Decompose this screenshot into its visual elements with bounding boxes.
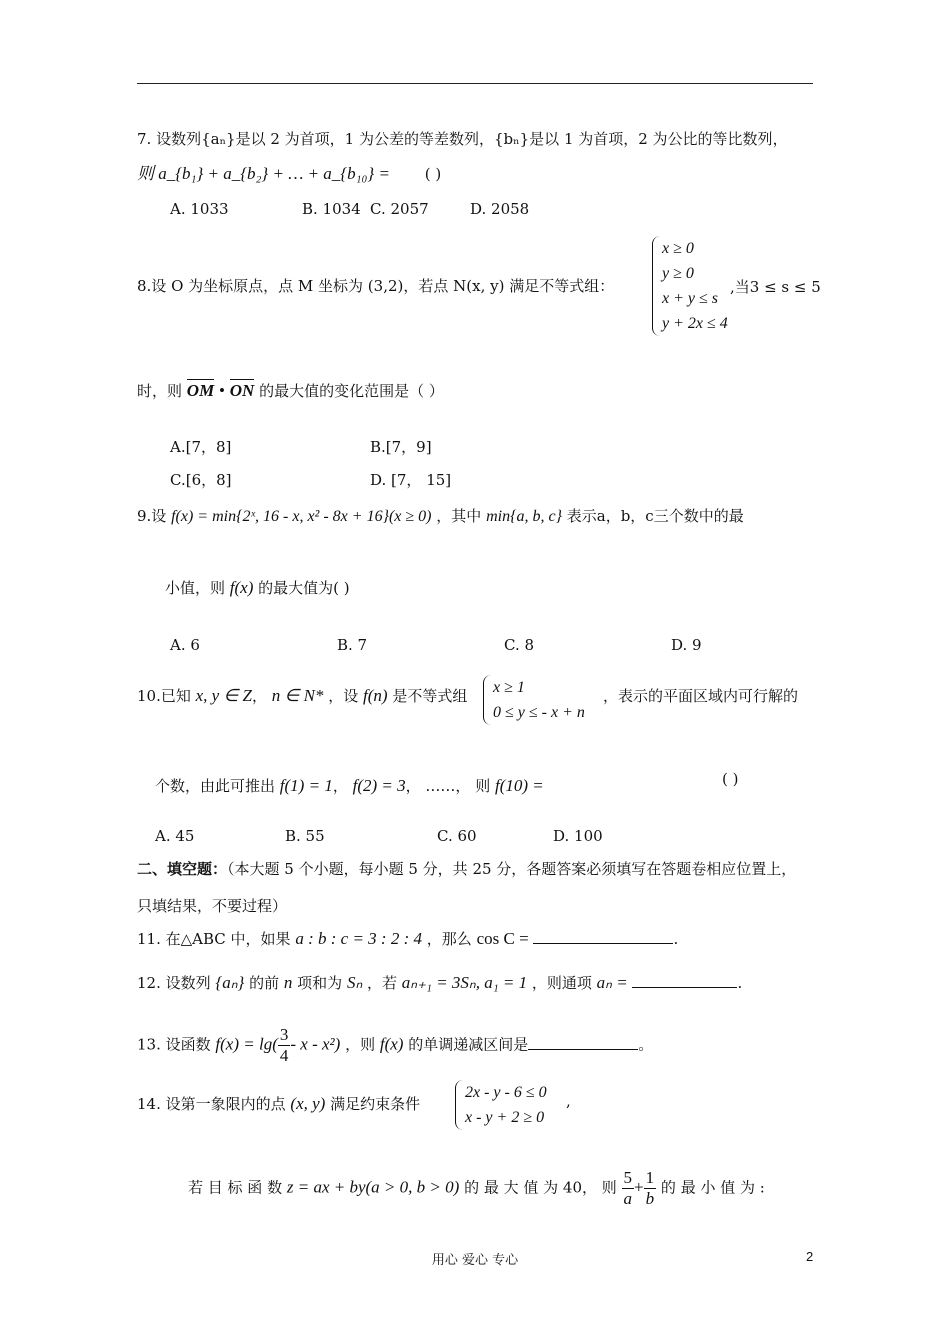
q8-condition: ,当3 ≤ s ≤ 5 [730, 278, 821, 296]
q7-option-d: D. 2058 [470, 200, 530, 218]
q7-option-c: C. 2057 [370, 200, 429, 218]
q10-option-b: B. 55 [285, 827, 325, 845]
q9-option-c: C. 8 [504, 636, 535, 654]
q12: 12. 设数列 {aₙ} 的前 n 项和为 Sₙ ，若 aₙ₊₁ = 3Sₙ, a₁ = 1 ，则通项 aₙ = . [137, 973, 743, 992]
section2-line1: 二、填空题：（本大题 5 个小题，每小题 5 分，共 25 分，各题答案必须填写在答题卷相应位置上， [137, 860, 797, 878]
q10-sys-row: x ≥ 1 [493, 679, 525, 696]
section2-line2: 只填结果，不要过程） [137, 897, 288, 915]
header-rule [137, 83, 813, 84]
q14-sys-row: x - y + 2 ≥ 0 [465, 1109, 545, 1126]
q7-option-b: B. 1034 [302, 200, 361, 218]
q11: 11. 在△ABC 中，如果 a : b : c = 3 : 2 : 4 ，那么 cos C = . [137, 929, 679, 948]
q8-sys-row: x + y ≤ s [662, 290, 719, 307]
q8-sys-row: y ≥ 0 [662, 265, 694, 282]
q7-option-a: A. 1033 [170, 200, 229, 218]
q14-sys-row: 2x - y - 6 ≤ 0 [465, 1084, 547, 1101]
vector-on: ON [229, 381, 255, 400]
vector-om: OM [186, 381, 215, 400]
q8-sys-row: x ≥ 0 [662, 240, 694, 257]
brace [455, 1080, 464, 1130]
q8-inequality-system [652, 236, 728, 336]
page-number: 2 [806, 1249, 814, 1264]
q10-paren: ( ) [722, 770, 739, 788]
q7-line2: 则 a_{b₁} + a_{b₂} + … + a_{b₁₀} = ( ) [137, 164, 442, 183]
brace [483, 675, 492, 725]
q9-option-d: D. 9 [671, 636, 702, 654]
q13: 13. 设函数 f(x) = lg( $\frac{3}{4}$ - x - x²) ，则 f(x) 的单调递减区间是 。 [137, 1025, 654, 1065]
answer-blank [632, 973, 737, 988]
q10-line1: 10.已知 x, y ∈ Z， n ∈ N* ，设 f(n) 是不等式组 [137, 686, 468, 705]
page-footer: 用心 爱心 专心 [431, 1253, 519, 1268]
q8-option-a: A.[7，8] [170, 438, 232, 456]
brace [652, 236, 661, 336]
q14-line1: 14. 设第一象限内的点 (x, y) 满足约束条件 [137, 1094, 421, 1113]
q10-inequality-system [483, 675, 585, 725]
q10-suffix: ，表示的平面区域内可行解的 [603, 687, 799, 705]
q8-option-b: B.[7，9] [370, 438, 432, 456]
q10-option-d: D. 100 [553, 827, 603, 845]
q8-line2: 时，则 OM • ON 的最大值的变化范围是（ ） [137, 381, 444, 400]
q8-sys-row: y + 2x ≤ 4 [662, 315, 728, 332]
section-heading: 二、填空题： [137, 860, 228, 878]
fraction: $\frac{3}{4}$ [279, 1025, 289, 1065]
q10-sys-row: 0 ≤ y ≤ - x + n [493, 704, 585, 721]
answer-blank [533, 929, 673, 944]
q9-line2: 小值，则 f(x) 的最大值为( ) [165, 578, 350, 597]
q8-line1: 8.设 O 为坐标原点，点 M 坐标为 (3,2)，若点 N(x, y) 满足不等式组： [137, 277, 615, 295]
fraction: $\frac{1}{b}$ [645, 1168, 655, 1208]
q10-option-a: A. 45 [155, 827, 195, 845]
q8-option-c: C.[6，8] [170, 471, 232, 489]
q10-line2: 个数，由此可推出 f(1) = 1， f(2) = 3， ……， 则 f(10) = [155, 776, 544, 795]
q8-option-d: D. [7， 15] [370, 471, 452, 489]
q9-line1: 9.设 f(x) = min{2ˣ, 16 - x, x² - 8x + 16}(x ≥ 0) ，其中 min{a, b, c} 表示a，b，c三个数中的最 [137, 507, 744, 525]
q9-option-b: B. 7 [337, 636, 368, 654]
q10-option-c: C. 60 [437, 827, 477, 845]
answer-blank [528, 1035, 638, 1050]
q14-inequality-system [455, 1080, 547, 1130]
q7-line1: 7. 设数列{aₙ}是以 2 为首项，1 为公差的等差数列，{bₙ}是以 1 为首项，2 为公比的等比数列， [137, 130, 788, 148]
fraction: $\frac{5}{a}$ [623, 1168, 633, 1208]
q14-comma: , [566, 1092, 571, 1110]
q14-line2: 若 目 标 函 数 z = ax + by(a > 0, b > 0) 的 最 大 值 为 40， 则 $\frac{5}{a}$ + $\frac{1}{b}$ 的 最 小 值 为 : [188, 1168, 765, 1208]
q9-option-a: A. 6 [170, 636, 200, 654]
